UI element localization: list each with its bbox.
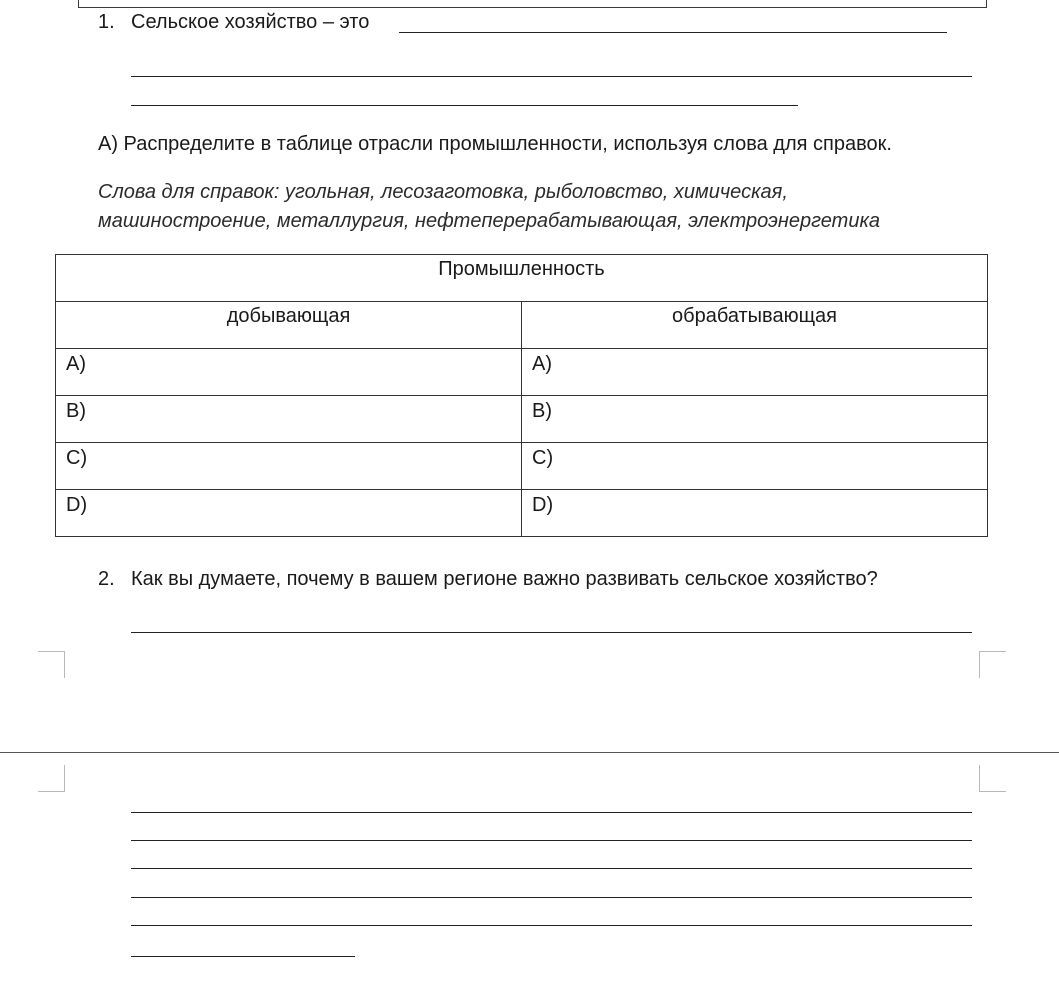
answer-line-1b[interactable] — [131, 76, 972, 77]
page-corner-mark — [38, 651, 65, 678]
table-cell[interactable]: D) — [522, 490, 988, 537]
column-header-processing: обрабатывающая — [522, 302, 988, 349]
page-corner-mark — [979, 651, 1006, 678]
table-row — [56, 443, 988, 490]
table-title-row — [56, 255, 988, 302]
table-cell[interactable]: B) — [56, 396, 522, 443]
column-header-extracting: добывающая — [56, 302, 522, 349]
answer-line-2e[interactable] — [131, 897, 972, 898]
question-1-number: 1. — [98, 11, 115, 33]
hint-words — [98, 178, 998, 236]
question-2 — [98, 567, 878, 591]
page-corner-mark — [979, 765, 1006, 792]
table-title: Промышленность — [56, 255, 988, 302]
task-a-instruction: А) Распределите в таблице отрасли промышленности, используя слова для справок. — [98, 133, 892, 155]
page-corner-mark — [38, 765, 65, 792]
table-row — [56, 490, 988, 537]
question-2-text: Как вы думаете, почему в вашем регионе важно развивать сельское хозяйство? — [131, 568, 878, 590]
industry-table — [55, 254, 988, 537]
table-row — [56, 349, 988, 396]
page-break-divider — [0, 752, 1059, 753]
table-cell[interactable]: B) — [522, 396, 988, 443]
answer-line-2b[interactable] — [131, 812, 972, 813]
question-1 — [98, 10, 369, 34]
question-2-number: 2. — [98, 568, 115, 590]
table-header-row — [56, 302, 988, 349]
answer-line-1a[interactable] — [399, 32, 947, 33]
answer-line-2d[interactable] — [131, 868, 972, 869]
table-cell[interactable]: A) — [56, 349, 522, 396]
table-cell[interactable]: C) — [56, 443, 522, 490]
answer-line-2g[interactable] — [131, 956, 355, 957]
hint-line-1: Слова для справок: угольная, лесозаготовка, рыболовство, химическая, — [98, 181, 788, 203]
top-frame-border — [78, 0, 987, 8]
table-cell[interactable]: D) — [56, 490, 522, 537]
table-cell[interactable]: C) — [522, 443, 988, 490]
answer-line-2c[interactable] — [131, 840, 972, 841]
answer-line-1c[interactable] — [131, 105, 798, 106]
table-cell[interactable]: A) — [522, 349, 988, 396]
hint-line-2: машиностроение, металлургия, нефтеперерабатывающая, электроэнергетика — [98, 210, 881, 232]
answer-line-2f[interactable] — [131, 925, 972, 926]
question-1-text: Сельское хозяйство – это — [131, 11, 370, 33]
answer-line-2a[interactable] — [131, 632, 972, 633]
table-row — [56, 396, 988, 443]
